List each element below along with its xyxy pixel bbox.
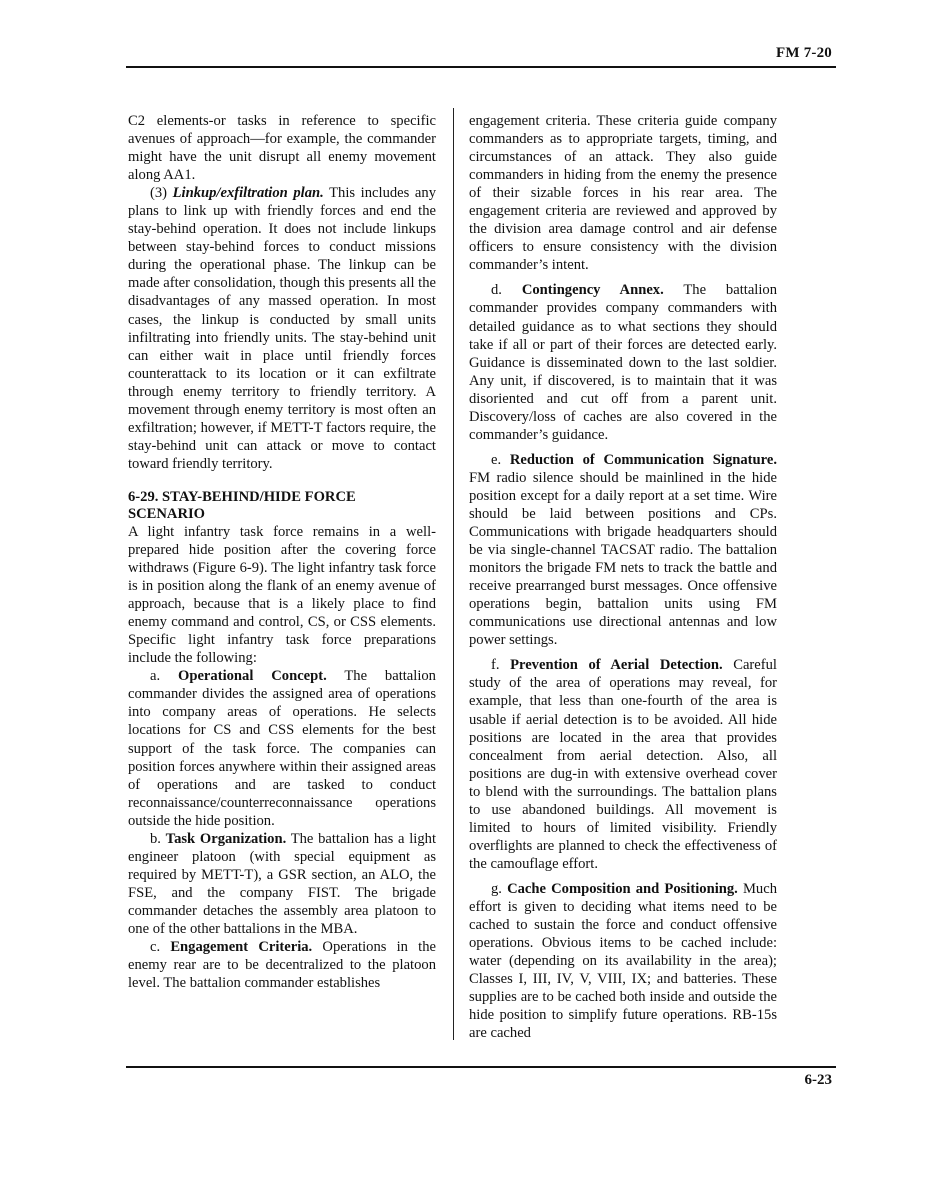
paragraph-communication-signature: e. Reduction of Communication Signature. FM radio silence should be mainlined in the hide position except for a daily report at a set time. Wire should be laid between positions and CPs. Communications with brigade headquarters should be via single-channel TACSAT radio. The battalion monitors the brigade FM nets to track the battle and receive prearranged burst messages. Once offensive operations begin, battalion units using FM communications use directional antennas and low power settings. <box>469 451 777 649</box>
item-title: Linkup/exfiltration plan. <box>172 185 324 202</box>
item-title: Cache Composition and Positioning. <box>507 880 738 897</box>
paragraph-engagement-criteria: c. Engagement Criteria. Operations in the enemy rear are to be decentralized to the platoon level. The battalion commander establishes <box>128 939 436 992</box>
item-title: Reduction of Communication Signature. <box>509 451 777 468</box>
paragraph-task-organization: b. Task Organization. The battalion has a light engineer platoon (with special equipment as required by METT-T), a GSR section, an ALO, the FSE, and the company FIST. The brigade commander detaches the assembly area platoon to one of the other battalions in the MBA. <box>128 830 437 937</box>
paragraph-contingency-annex: d. Contingency Annex. The battalion commander provides company commanders with detailed guidance as to what sections they should take if all or part of their forces are detected early. Guidance is disseminated down to the last soldier. Any unit, if discovered, is to maintain that it was disoriented and cut off from a parent unit. Discovery/loss of caches are also covered in the commander’s guidance. <box>469 282 777 443</box>
column-divider <box>453 108 454 1040</box>
paragraph-operational-concept: a. Operational Concept. The battalion commander divides the assigned area of operations into company areas of operations. He selects locations for CS and CSS elements for the best support of the task force. The companies can position forces anywhere within their assigned areas of operations and are tasked to conduct reconnaissance/counterreconnaissance operations outside the hide position. <box>128 668 436 829</box>
manual-id-header: FM 7-20 <box>776 45 832 61</box>
paragraph-linkup-plan <box>128 184 436 473</box>
page-number: 6-23 <box>804 1072 832 1088</box>
footer-rule <box>126 1066 836 1068</box>
paragraph-continuation: C2 elements-or tasks in reference to specific avenues of approach—for example, the commander might have the unit disrupt all enemy movement along AA1. <box>128 113 436 184</box>
left-column <box>128 112 436 992</box>
item-title: Task Organization. <box>165 830 287 847</box>
item-title: Contingency Annex. <box>521 282 664 299</box>
paragraph-cache-composition: g. Cache Composition and Positioning. Much effort is given to deciding what items need to be cached to sustain the force and conduct offensive operations. Obvious items to be cached include: water (depending on its availability in the area); Classes I, III, IV, V, VIII, IX; and batteries. These supplies are to be cached both inside and outside the hide position to simplify future operations. RB-15s are cached <box>469 880 777 1042</box>
section-heading: 6-29. STAY-BEHIND/HIDE FORCE SCENARIO <box>128 488 356 522</box>
item-body: This includes any plans to link up with friendly forces and end the stay-behind operation. It does not include linkups between stay-behind forces to conduct missions during the operational phase. The linkup can be made after consolidation, though this presents all the disadvantages of any massed operation. In most cases, the linkup is conducted by small units infiltrating into friendly units. The stay-behind unit can either wait in place until friendly forces counterattack to its location or it can exfiltrate through enemy territory to friendly territory. A movement through enemy territory is most often an exfiltration; however, if METT-T factors require, the stay-behind unit can attack or move to contact toward friendly territory. <box>128 185 437 472</box>
paragraph-engagement-continued: engagement criteria. These criteria guide company commanders as to appropriate targets, timing, and circumstances of an attack. They also guide commanders in hiding from the enemy the presence of their sizable forces in his rear area. The engagement criteria are reviewed and approved by the division area damage control and air defense officers to ensure consistency with the division commander’s intent. <box>469 113 777 274</box>
header-rule <box>126 66 836 68</box>
paragraph-scenario-intro: A light infantry task force remains in a well-prepared hide position after the covering force withdraws (Figure 6-9). The light infantry task force is in position along the flank of an enemy avenue of approach, because that is a likely place to find enemy command and control, CS, or CSS elements. Specific light infantry task force preparations include the following: <box>128 523 436 667</box>
paragraph-aerial-detection: f. Prevention of Aerial Detection. Careful study of the area of operations may reveal, for example, that less than one-fourth of the area is usable if aerial detection is to be avoided. All hide positions are located in the area that provides concealment from aerial detection. Also, all positions are dug-in with extensive overhead cover to blend with the surroundings. The battalion plans to use abandoned buildings. All movement is limited to hours of limited visibility. Friendly overflights are planned to check the effectiveness of the camouflage effort. <box>469 657 777 872</box>
item-title: Prevention of Aerial Detection. <box>510 657 723 674</box>
right-column <box>469 112 777 1042</box>
item-number: (3) <box>150 185 173 202</box>
item-title: Operational Concept. <box>177 668 327 685</box>
item-title: Engagement Criteria. <box>170 939 313 956</box>
